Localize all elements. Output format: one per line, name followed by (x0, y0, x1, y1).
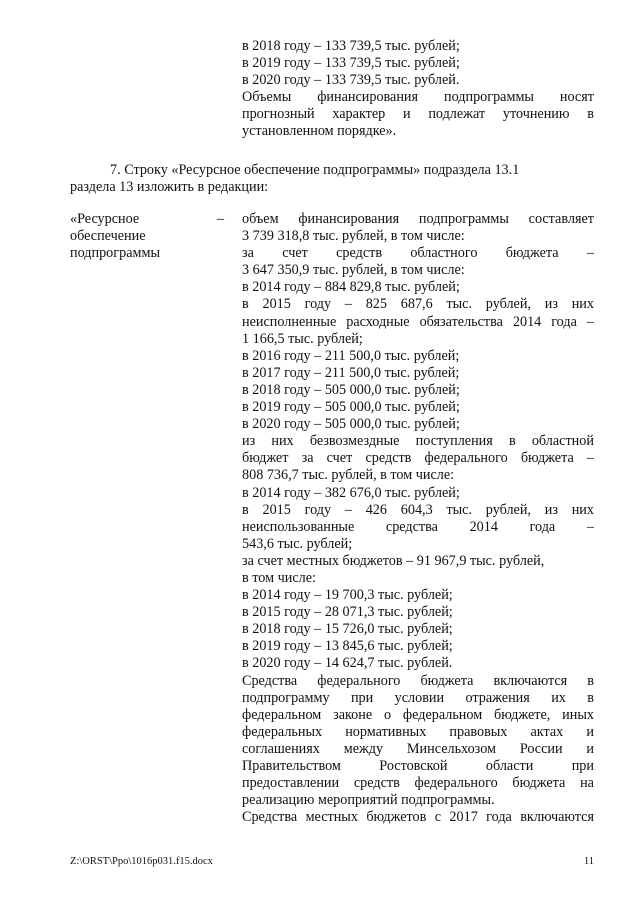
text-line: в 2015 году – 825 687,6 тыс. рублей, из них (242, 296, 594, 313)
text-line: за счет средств областного бюджета – (242, 245, 594, 262)
text-line: в 2020 году – 133 739,5 тыс. рублей. (242, 72, 460, 89)
page-number: 11 (583, 856, 594, 867)
text-line: неиспользованные средства 2014 года – (242, 518, 594, 535)
text-line: в 2020 году – 505 000,0 тыс. рублей; (242, 416, 460, 433)
text-line: 543,6 тыс. рублей; (242, 535, 353, 552)
row-label (70, 211, 220, 262)
text-line: в 2014 году – 884 829,8 тыс. рублей; (242, 279, 460, 296)
text-line: соглашениях между Минсельхозом России и (242, 740, 594, 757)
text-line: неисполненные расходные обязательства 2014 года – (242, 313, 594, 330)
row-label-line: подпрограммы (70, 245, 160, 262)
row-label-line: обеспечение (70, 228, 146, 245)
text-line: подпрограмму при условии отражения их в (242, 689, 594, 706)
text-line: прогнозный характер и подлежат уточнению в (242, 106, 594, 123)
text-line: объем финансирования подпрограммы составляет (242, 211, 594, 227)
text-line: в 2015 году – 426 604,3 тыс. рублей, из них (242, 501, 594, 518)
text-line: установленном порядке». (242, 123, 397, 140)
text-line: в 2019 году – 133 739,5 тыс. рублей; (242, 55, 460, 72)
text-line: Объемы финансирования подпрограммы носят (242, 89, 594, 106)
text-line: в 2020 году – 14 624,7 тыс. рублей. (242, 655, 453, 672)
text-line: 3 739 318,8 тыс. рублей, в том числе: (242, 228, 465, 245)
text-line: Правительством Ростовской области при (242, 758, 594, 774)
text-line: федеральном законе о федеральном бюджете, иных (242, 706, 594, 723)
text-line: за счет местных бюджетов – 91 967,9 тыс. рублей, (242, 552, 545, 569)
intro-paragraph (70, 162, 594, 196)
text-line: 3 647 350,9 тыс. рублей, в том числе: (242, 262, 465, 279)
text-line: в 2019 году – 13 845,6 тыс. рублей; (242, 638, 453, 655)
text-line: Средства федерального бюджета включаются в (242, 672, 594, 689)
text-line: предоставлении средств федерального бюджета на (242, 775, 594, 792)
row-content (242, 211, 594, 826)
text-line: в 2018 году – 505 000,0 тыс. рублей; (242, 381, 460, 398)
text-line: в 2016 году – 211 500,0 тыс. рублей; (242, 347, 460, 364)
text-line: в 2014 году – 382 676,0 тыс. рублей; (242, 484, 460, 501)
text-line: Средства местных бюджетов с 2017 года включаются (242, 809, 594, 826)
text-line: из них безвозмездные поступления в областной (242, 433, 594, 450)
text-line: 808 736,7 тыс. рублей, в том числе: (242, 467, 455, 484)
text-line: бюджет за счет средств федерального бюджета – (242, 450, 594, 467)
row-label-line: «Ресурсное (70, 211, 140, 227)
text-line: в 2017 году – 211 500,0 тыс. рублей; (242, 364, 460, 381)
text-line: в 2018 году – 15 726,0 тыс. рублей; (242, 621, 453, 638)
text-line: в том числе: (242, 569, 316, 586)
top-text-block (242, 38, 594, 141)
intro-line-2: раздела 13 изложить в редакции: (70, 179, 269, 196)
row-dash: – (217, 211, 225, 227)
intro-line-1: 7. Строку «Ресурсное обеспечение подпрограммы» подраздела 13.1 (110, 162, 520, 178)
text-line: 1 166,5 тыс. рублей; (242, 330, 363, 347)
text-line: федеральных нормативных правовых актах и (242, 723, 594, 740)
text-line: реализацию мероприятий подпрограммы. (242, 792, 495, 809)
text-line: в 2018 году – 133 739,5 тыс. рублей; (242, 38, 460, 54)
footer-file-path: Z:\ORST\Ppo\1016p031.f15.docx (70, 856, 213, 867)
text-line: в 2019 году – 505 000,0 тыс. рублей; (242, 399, 460, 416)
text-line: в 2014 году – 19 700,3 тыс. рублей; (242, 587, 453, 604)
text-line: в 2015 году – 28 071,3 тыс. рублей; (242, 604, 453, 621)
